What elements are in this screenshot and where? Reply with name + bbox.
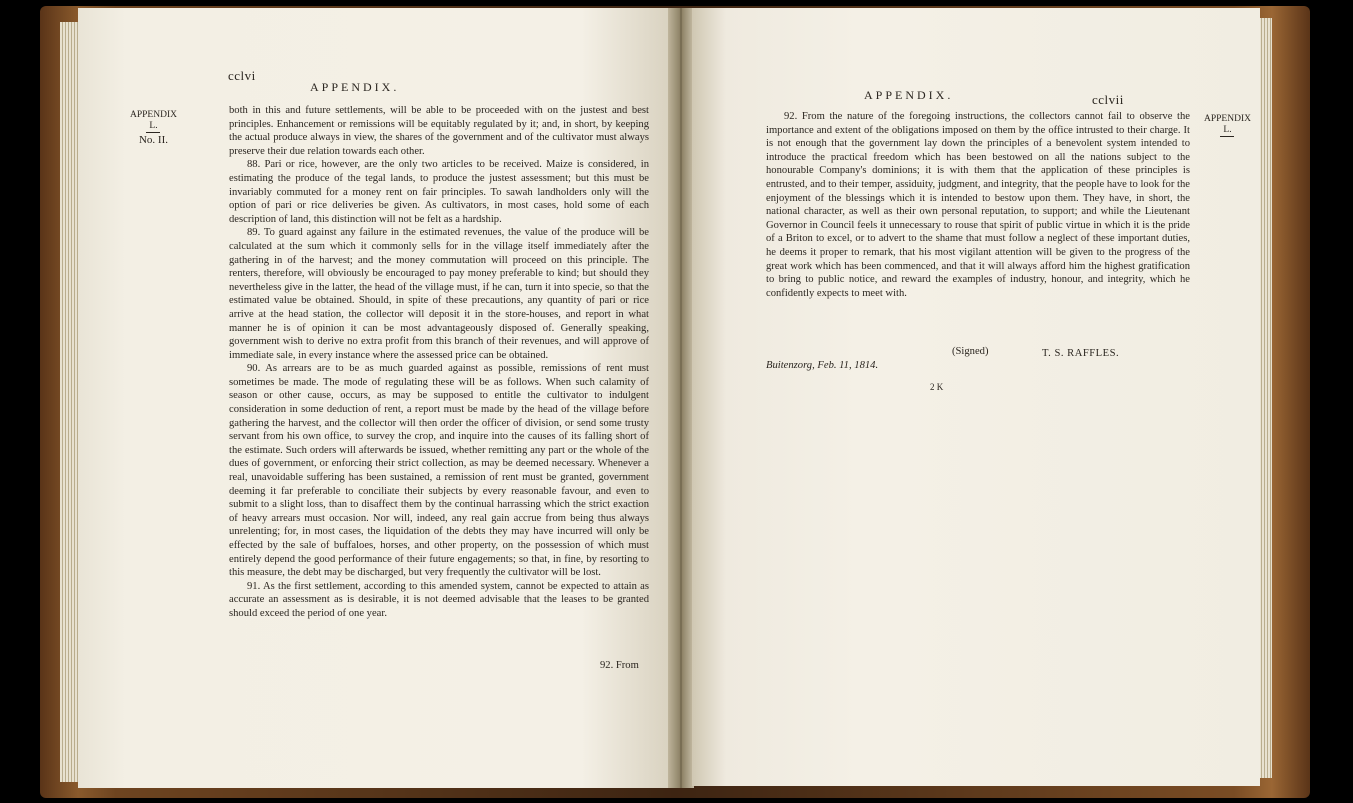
paragraph-90: 90. As arrears are to be as much guarded against as possible, remissions of rent must sometimes be made. The mode of regulating these will be as follows. When such calamity of season or other cause, occurs, as may be supposed to entitle the cultivator to indulgent consideration in some deduction of rent, a report must be made by the head of the village before gathering the harvest, and the collector will then order the officer of division, or send some trusty servant from his own office, to survey the crop, and inquire into the causes of its falling short of the estimate. Such orders will afterwards be issued, whether remitting any part or the whole of the dues of government, or enforcing their strict collection, as may be deemed necessary. Whenever a real, unavoidable suffering has been sustained, a remission of rent must be granted, government deeming it far preferable to conciliate their subjects by every reasonable favour, and even to submit to a slight loss, than to disaffect them by the continual harrassing which the strict exaction of heavy arrears must occasion. Nor will, indeed, any real gain accrue from being thus always unrelenting; for, in most cases, the liquidation of the debts they may have incurred will only be effected by the sale of buffaloes, horses, and other property, on the possession of which must entirely depend the good performance of their future engagements; so that, in fine, by resorting to this measure, the debt may be discharged, but very frequently the cultivator will be lost. (229, 363, 649, 579)
left-page (78, 8, 670, 788)
right-running-header: APPENDIX. (864, 88, 954, 102)
side-note-number: No. II. (138, 134, 168, 146)
paragraph-88: 88. Pari or rice, however, are the only two articles to be received. Maize is considered, in estimating the produce of the tegal lands, to produce the justest assessment; but this must be invariably commuted for a money rent on fair principles. To sawah landholders only will the option of pari or rice deliveries be given. As cultivators, in most cases, hold some of each description of land, this distinction will not be felt as a hardship. (229, 159, 649, 225)
signed-label: (Signed) (952, 346, 989, 357)
left-running-header: APPENDIX. (310, 80, 400, 94)
right-folio: cclvii (1092, 92, 1124, 107)
paragraph-91: 91. As the first settlement, according to this amended system, cannot be expected to attain as accurate an assessment as is desirable, it is not deemed advisable that the leases to be granted should exceed the period of one year. (229, 580, 649, 619)
signatory-name: T. S. RAFFLES. (1042, 348, 1120, 359)
right-page (692, 8, 1260, 786)
book-gutter (668, 8, 694, 788)
paragraph-89: 89. To guard against any failure in the estimated revenues, the value of the produce will be calculated at the sum which it commonly sells for in the village itself immediately after the gathering in of the harvest; and the money commutation will proceed on this principle. The renters, therefore, will obviously be encouraged to pay money preferable to kind; but should they nevertheless give in the latter, the head of the village must, if he can, turn it into specie, so that the estimated value be obtained. Should, in spite of these precautions, any quantity of pari or rice arrive at the head station, the collector will deposit it in the store-houses, and report in what manner he is of opinion it can be most advantageously disposed of. Generally speaking, government wish to derive no extra profit from this branch of their revenues, and will approve of immediate sale, in every instance where the assessed price can be obtained. (229, 227, 649, 361)
left-side-note (130, 110, 177, 147)
catchword: 92. From (600, 660, 639, 671)
left-body-text (229, 104, 649, 621)
place-and-date: Buitenzorg, Feb. 11, 1814. (766, 360, 879, 371)
side-note-appendix: APPENDIX (1204, 114, 1251, 124)
signature-mark: 2 K (930, 382, 944, 392)
left-folio: cclvi (228, 68, 256, 83)
paragraph: both in this and future settlements, will be able to be proceeded with on the justest and best principles. Enhancement or remissions will be equitably regulated by it; and, in short, by keeping the actual produce always in view, the shares of the government and of the cultivator must always preserve their due relation towards each other. (229, 105, 649, 157)
page-edges-left (60, 22, 80, 782)
side-note-letter: L. (146, 121, 160, 133)
right-body-text (766, 110, 1190, 300)
side-note-appendix: APPENDIX (130, 110, 177, 120)
side-note-letter: L. (1220, 125, 1234, 137)
right-side-note (1204, 114, 1251, 139)
paragraph-92: 92. From the nature of the foregoing instructions, the collectors cannot fail to observe the importance and extent of the obligations imposed on them by the office intrusted to their charge. It is not enough that the government lay down the principles of a benevolent system intended to introduce the practical freedom which has been bestowed on all the nations subject to the honourable Company's dominions; it is with them that the application of these principles is entrusted, and to their temper, assiduity, judgment, and integrity, that the people have to look for the enjoyment of the blessings which it is intended to bestow upon them. They have, in short, the national character, as well as their own personal reputation, to support; and while the Lieutenant Governor in Council feels it unnecessary to rouse that spirit of public virtue in which it is the pride of a Briton to excel, or to advert to the shame that must follow a neglect of these important duties, he deems it proper to remark, that his most vigilant attention will be given to the progress of the great work which has been commenced, and that it will always afford him the highest gratification to bring to public notice, and reward the examples of industry, honour, and integrity, which he confidently expects to meet with. (766, 111, 1190, 299)
